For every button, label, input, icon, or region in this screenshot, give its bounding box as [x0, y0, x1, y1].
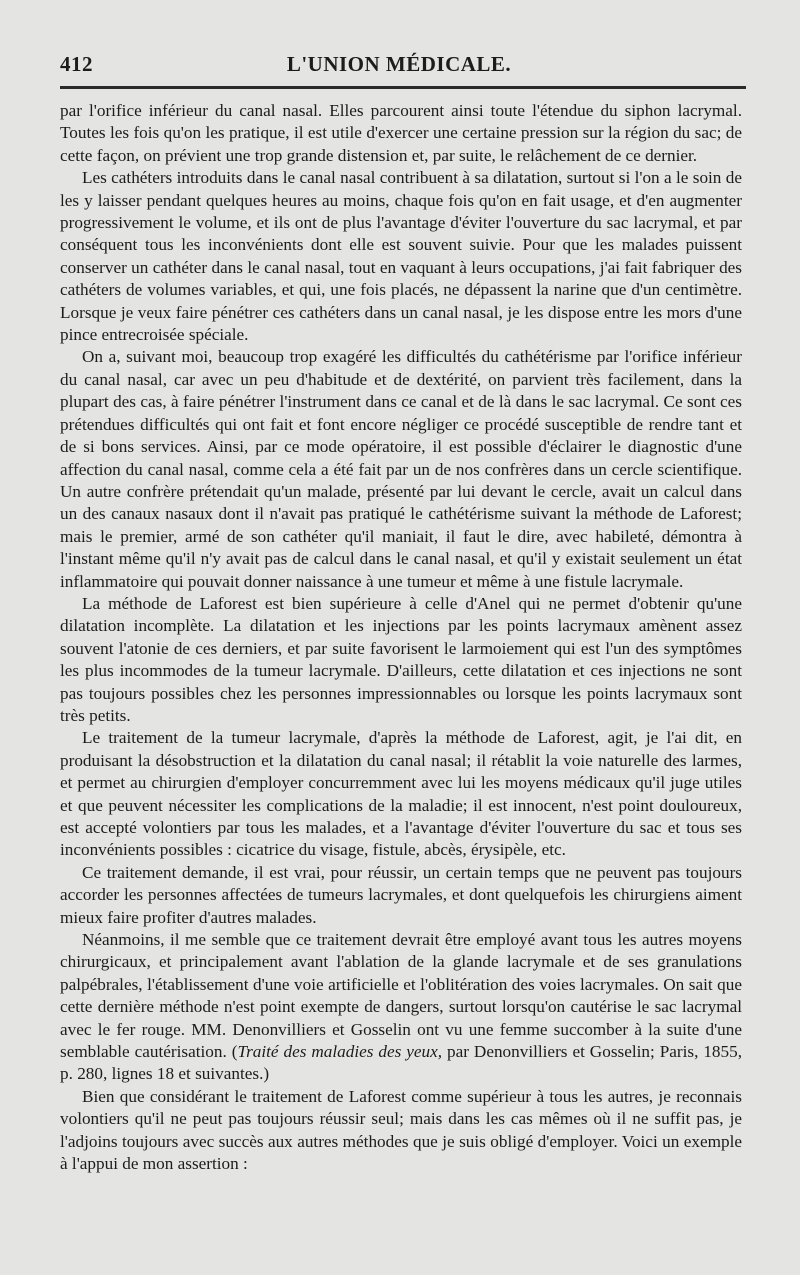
- citation-title: Traité des maladies des yeux,: [237, 1042, 443, 1062]
- running-title: L'UNION MÉDICALE.: [286, 52, 512, 76]
- citation-details: par Denonvilliers et Gosselin; Paris, 1855, p. 280, lignes 18 et suivantes.): [60, 1042, 743, 1084]
- page-header: [60, 52, 738, 82]
- paragraph: Le traitement de la tumeur lacrymale, d'après la méthode de Laforest, agit, je l'ai dit, en produisant la désobstruction et la dilatation du canal nasal; il rétablit la voie naturelle des larmes, et permet au chirurgien d'employer concurremment avec lui les moyens médicaux qu'il juge utiles et que peuvent nécessiter les complications de la maladie; il est innocent, n'est point douloureux, est accepté volontiers par tous les malades, et a l'avantage d'éviter l'ouverture du sac et tous ses inconvénients possibles : cicatrice du visage, fistule, abcès, érysipèle, etc.: [60, 728, 742, 860]
- paragraph: Bien que considérant le traitement de Laforest comme supérieur à tous les autres, je reconnais volontiers qu'il ne peut pas toujours réussir seul; mais dans les cas mêmes où il ne suffit pas, je l'adjoins toujours avec succès aux autres méthodes que je suis obligé d'employer. Voici un exemple à l'appui de mon assertion :: [60, 1086, 742, 1174]
- body-text: [60, 100, 742, 1176]
- paragraph: Les cathéters introduits dans le canal nasal contribuent à sa dilatation, surtout si l'on a le soin de les y laisser pendant quelques heures au moins, chaque fois qu'on en fait usage, et d'en augmenter progressivement le volume, et ils ont de plus l'avantage d'éviter l'ouverture du sac lacrymal, et par conséquent tous les inconvénients dont elle est souvent suivie. Pour que les malades puissent conserver un cathéter dans le canal nasal, tout en vaquant à leurs occupations, j'ai fait fabriquer des cathéters de volumes variables, et qui, une fois placés, ne dépassent la narine que d'un centimètre. Lorsque je veux faire pénétrer ces cathéters dans un canal nasal, je les dispose entre les mors d'une pince entrecroisée spéciale.: [60, 168, 742, 345]
- paragraph: La méthode de Laforest est bien supérieure à celle d'Anel qui ne permet d'obtenir qu'une dilatation incomplète. La dilatation et les injections par les points lacrymaux amènent assez souvent l'atonie de ces derniers, et par suite favorisent le larmoiement qui est l'un des symptômes les plus incommodes de la tumeur lacrymale. D'ailleurs, cette dilatation et ces injections ne sont pas toujours possibles chez les personnes impressionnables ou lorsque les points lacrymaux sont très petits.: [60, 593, 742, 725]
- paragraph: par l'orifice inférieur du canal nasal. Elles parcourent ainsi toute l'étendue du siphon lacrymal. Toutes les fois qu'on les pratique, il est utile d'exercer une certaine pression sur la région du sac; de cette façon, on prévient une trop grande distension et, par suite, le relâchement de ce dernier.: [60, 101, 742, 165]
- paragraph-with-citation: [60, 929, 742, 1086]
- paragraph: On a, suivant moi, beaucoup trop exagéré les difficultés du cathétérisme par l'orifice inférieur du canal nasal, car avec un peu d'habitude et de dextérité, on parvient très facilement, dans la plupart des cas, à faire pénétrer l'instrument dans ce canal et de là dans le sac lacrymal. Ce sont ces prétendues difficultés qui ont fait et font encore négliger ce procédé susceptible de rendre tant et de si bons services. Ainsi, par ce mode opératoire, il est possible d'éclairer le diagnostic d'une affection du canal nasal, comme cela a été fait par un de nos confrères dans un cercle scientifique. Un autre confrère prétendait qu'un malade, présenté par lui devant le cercle, avait un calcul dans un des canaux nasaux dont il n'avait pas pratiqué le cathétérisme suivant la méthode de Laforest; mais le premier, armé de son cathéter qu'il maniait, il faut le dire, avec habileté, démontra à l'instant même qu'il n'y avait pas de calcul dans le canal nasal, et qu'il y existait seulement un état inflammatoire qui pouvait donner naissance à une tumeur et même à une fistule lacrymale.: [60, 347, 742, 591]
- paragraph-text: Néanmoins, il me semble que ce traitement devrait être employé avant tous les autres moyens chirurgicaux, et principalement avant l'ablation de la glande lacrymale et de ses granulations palpébrales, l'établissement d'une voie artificielle et l'oblitération des voies lacrymales. On sait que cette dernière méthode n'est point exempte de dangers, surtout lorsqu'on cautérise le sac lacrymal avec le fer rouge. MM. Denonvilliers et Gosselin ont vu une femme succomber à la suite d'une semblable cautérisation. (: [60, 930, 742, 1062]
- page-number: 412: [60, 52, 93, 76]
- header-rule: [60, 86, 746, 89]
- paragraph: Ce traitement demande, il est vrai, pour réussir, un certain temps que ne peuvent pas toujours accorder les personnes affectées de tumeurs lacrymales, et dont quelquefois les chirurgiens aiment mieux faire profiter d'autres malades.: [60, 862, 742, 927]
